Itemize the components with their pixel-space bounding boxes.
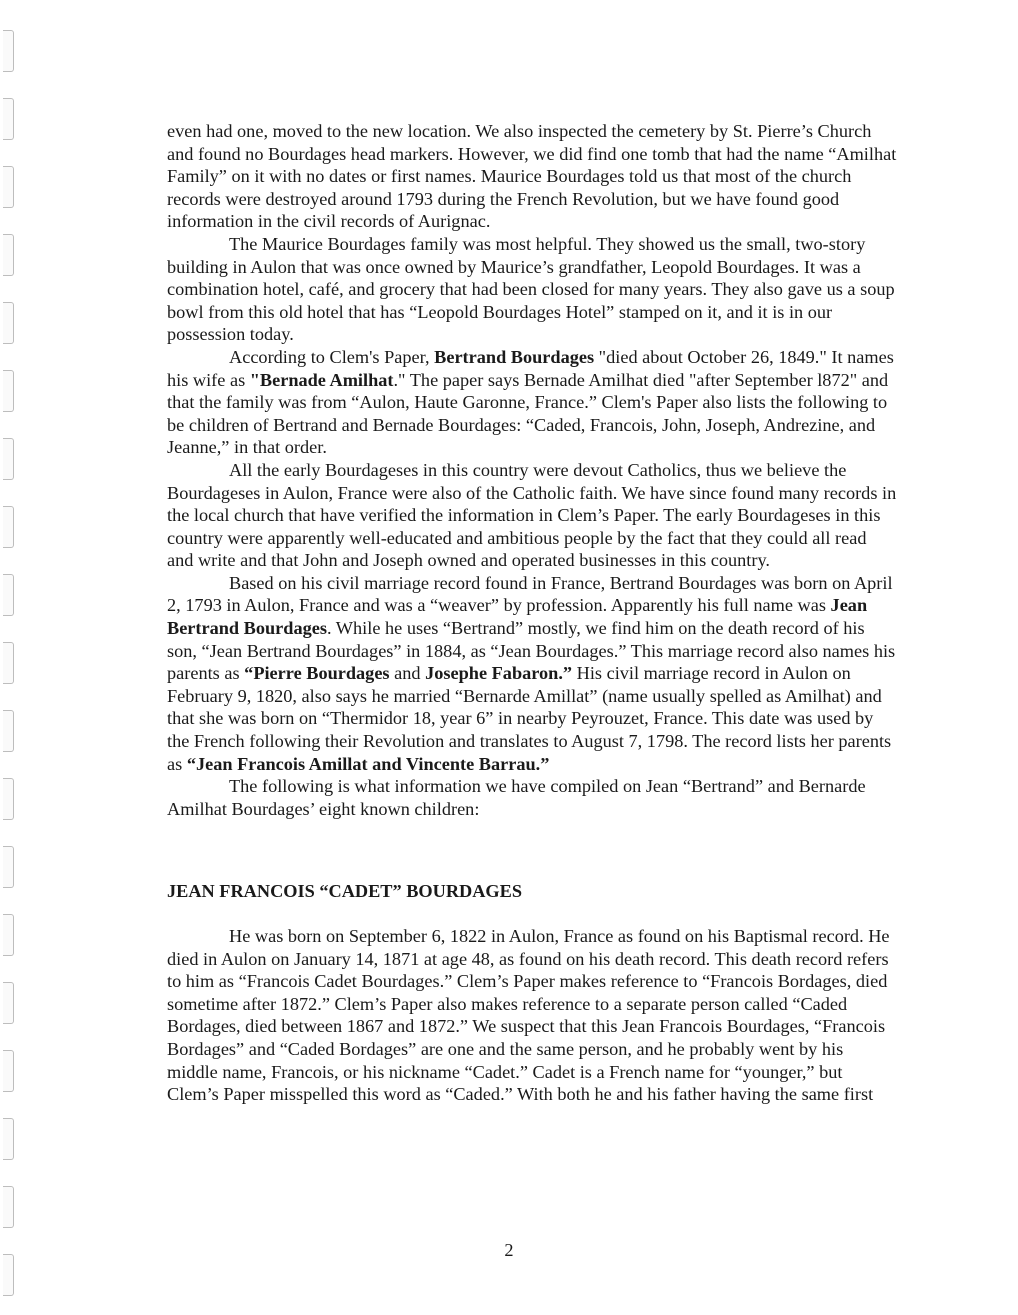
binder-hole xyxy=(3,1050,14,1092)
binder-hole xyxy=(3,234,14,276)
body-paragraph xyxy=(167,459,897,572)
binder-hole xyxy=(3,302,14,344)
binder-hole xyxy=(3,30,14,72)
paragraph-text: even had one, moved to the new location. We also inspected the cemetery by St. Pierre’s Church and found no Bourdages head markers. However, we did find one tomb that had the name “Amilhat Family” on it with no dates or first names. Maurice Bourdages told us that most of the church records were destroyed around 1793 during the French Revolution, but we have found good information in the civil records of Aurignac. xyxy=(167,121,897,232)
binder-hole xyxy=(3,642,14,684)
paragraph-text: The Maurice Bourdages family was most helpful. They showed us the small, two-story building in Aulon that was once owned by Maurice’s grandfather, Leopold Bourdages. It was a combination hotel, café, and grocery that had been closed for many years. They also gave us a soup bowl from this old hotel that has “Leopold Bourdages Hotel” stamped on it, and it is in our possession today. xyxy=(167,233,895,345)
body-paragraph xyxy=(167,233,897,346)
binder-hole xyxy=(3,710,14,752)
paragraph-text: All the early Bourdageses in this country were devout Catholics, thus we believe the Bourdageses in Aulon, France were also of the Catholic faith. We have since found many records in the local church that have verified the information in Clem’s Paper. The early Bourdageses in this country were apparently well-educated and ambitious people by the fact that they could all read and write and that John and Joseph owned and operated businesses in this country. xyxy=(167,459,897,571)
binder-hole xyxy=(3,1186,14,1228)
binder-hole xyxy=(3,166,14,208)
binder-hole xyxy=(3,574,14,616)
paragraph-text: ." The paper says Bernade Amilhat died "after September l872" and that the family was from “Aulon, Haute Garonne, France.” Clem's Paper also lists the following to be children of Bertrand and Bernade Bourdages: “Caded, Francois, John, Joseph, Andrezine, and Jeanne,” in that order. xyxy=(167,369,889,458)
binder-hole xyxy=(3,914,14,956)
bold-name-text: "Bernade Amilhat xyxy=(249,369,394,390)
paragraph-text: According to Clem's Paper, xyxy=(229,346,435,367)
binder-hole xyxy=(3,438,14,480)
binder-hole xyxy=(3,846,14,888)
document-body xyxy=(167,120,897,1106)
body-paragraph xyxy=(167,120,897,233)
paragraph-text: "died about October 26, 1849." It names his wife as xyxy=(167,346,894,390)
binder-hole xyxy=(3,98,14,140)
bold-name-text: Bertrand Bourdages xyxy=(434,346,595,367)
bold-name-text: “Jean Francois Amillat and Vincente Barrau.” xyxy=(186,753,550,774)
binder-hole xyxy=(3,506,14,548)
paragraph-text: Based on his civil marriage record found in France, Bertrand Bourdages was born on April 2, 1793 in Aulon, France and was a “weaver” by profession. Apparently his full name was xyxy=(167,572,893,616)
body-paragraph xyxy=(167,572,897,775)
paragraph-text: and xyxy=(389,663,426,684)
body-paragraph xyxy=(167,775,897,820)
bold-name-text: Jean Bertrand Bourdages xyxy=(167,595,868,639)
section-paragraph: He was born on September 6, 1822 in Aulon, France as found on his Baptismal record. He died in Aulon on January 14, 1871 at age 48, as found on his death record. This death record refers to him as “Francois Cadet Bourdages.” Clem’s Paper makes reference to “Francois Bordages, died sometime after 1872.” Clem’s Paper also makes reference to a separate person called “Caded Bordages, died between 1867 and 1872.” We suspect that this Jean Francois Bourdages, “Francois Bordages” and “Caded Bordages” are one and the same person, and he probably went by his middle name, Francois, or his nickname “Cadet.” Cadet is a French name for “younger,” but Clem’s Paper misspelled this word as “Caded.” With both he and his father having the same first xyxy=(167,926,890,1105)
binder-hole xyxy=(3,982,14,1024)
paragraph-text: The following is what information we have compiled on Jean “Bertrand” and Bernarde Amilhat Bourdages’ eight known children: xyxy=(167,776,866,819)
binder-hole xyxy=(3,370,14,412)
bold-name-text: “Pierre Bourdages xyxy=(244,663,390,684)
paragraph-text: . While he uses “Bertrand” mostly, we find him on the death record of his son, “Jean Bertrand Bourdages” in 1884, as “Jean Bourdages.” This marriage record also names his parents as xyxy=(167,618,896,684)
bold-name-text: Josephe Fabaron.” xyxy=(425,663,573,684)
paragraph-text: His civil marriage record in Aulon on February 9, 1820, also says he married “Bernarde Amillat” (name usually spelled as Amilhat) and that she was born on “Thermidor 18, year 6” in nearby Peyrouzet, France. This date was used by the French following their Revolution and translates to August 7, 1798. The record lists her parents as xyxy=(167,663,892,774)
page-number: 2 xyxy=(504,1240,514,1260)
binder-hole-strip xyxy=(0,0,20,1315)
intro-paragraphs xyxy=(167,120,897,820)
binder-hole xyxy=(3,778,14,820)
binder-hole xyxy=(3,1118,14,1160)
body-paragraph xyxy=(167,346,897,459)
section-heading: JEAN FRANCOIS “CADET” BOURDAGES xyxy=(167,881,523,902)
